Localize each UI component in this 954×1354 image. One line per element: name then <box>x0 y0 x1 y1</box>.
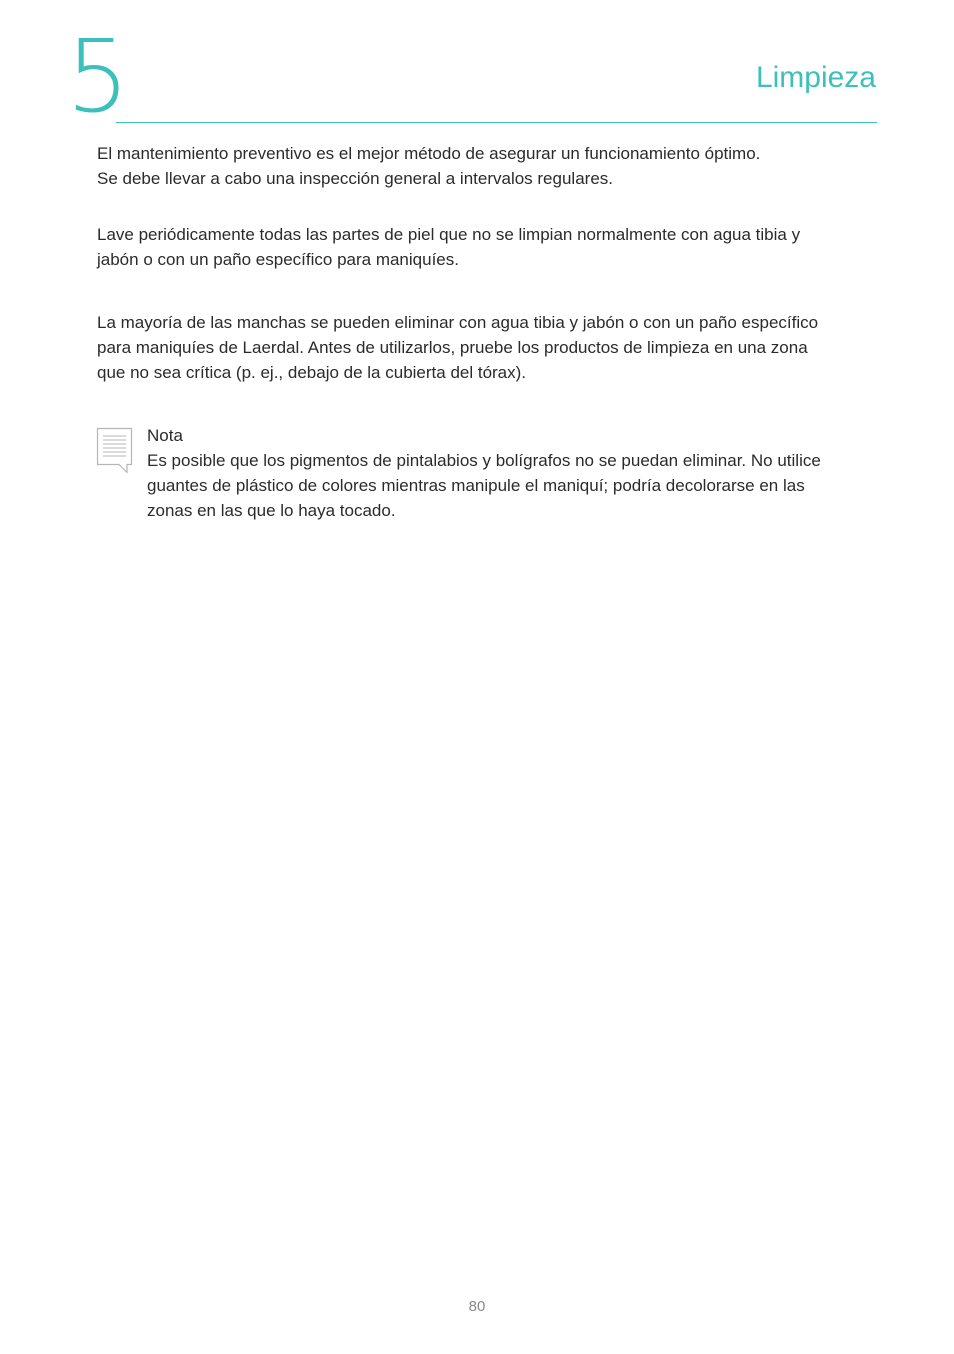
note-icon <box>96 427 136 475</box>
paragraph-line: Lave periódicamente todas las partes de piel que no se limpian normalmente con agua tibia y <box>97 225 801 244</box>
paragraph-line: El mantenimiento preventivo es el mejor método de asegurar un funcionamiento óptimo. <box>97 144 761 163</box>
note-line: guantes de plástico de colores mientras manipule el maniquí; podría decolorarse en las <box>147 476 805 495</box>
paragraph-line: La mayoría de las manchas se pueden eliminar con agua tibia y jabón o con un paño específico <box>97 313 819 332</box>
paragraph-line: Se debe llevar a cabo una inspección general a intervalos regulares. <box>97 169 613 188</box>
page-number: 80 <box>468 1298 486 1315</box>
chapter-number: 5 <box>66 18 130 135</box>
note-line: Es posible que los pigmentos de pintalabios y bolígrafos no se puedan eliminar. No utilice <box>147 451 821 470</box>
note-line: zonas en las que lo haya tocado. <box>147 501 396 520</box>
paragraph-line: para maniquíes de Laerdal. Antes de utilizarlos, pruebe los productos de limpieza en una zona <box>97 338 808 357</box>
paragraph-skin-washing <box>97 222 872 272</box>
note-title: Nota <box>147 426 183 445</box>
paragraph-line: jabón o con un paño específico para maniquíes. <box>97 250 459 269</box>
paragraph-maintenance <box>97 141 872 191</box>
header-divider <box>116 122 877 123</box>
paragraph-line: que no sea crítica (p. ej., debajo de la cubierta del tórax). <box>97 363 527 382</box>
chapter-title: Limpieza <box>755 61 876 94</box>
note-block <box>147 423 877 523</box>
paragraph-stains <box>97 310 872 385</box>
